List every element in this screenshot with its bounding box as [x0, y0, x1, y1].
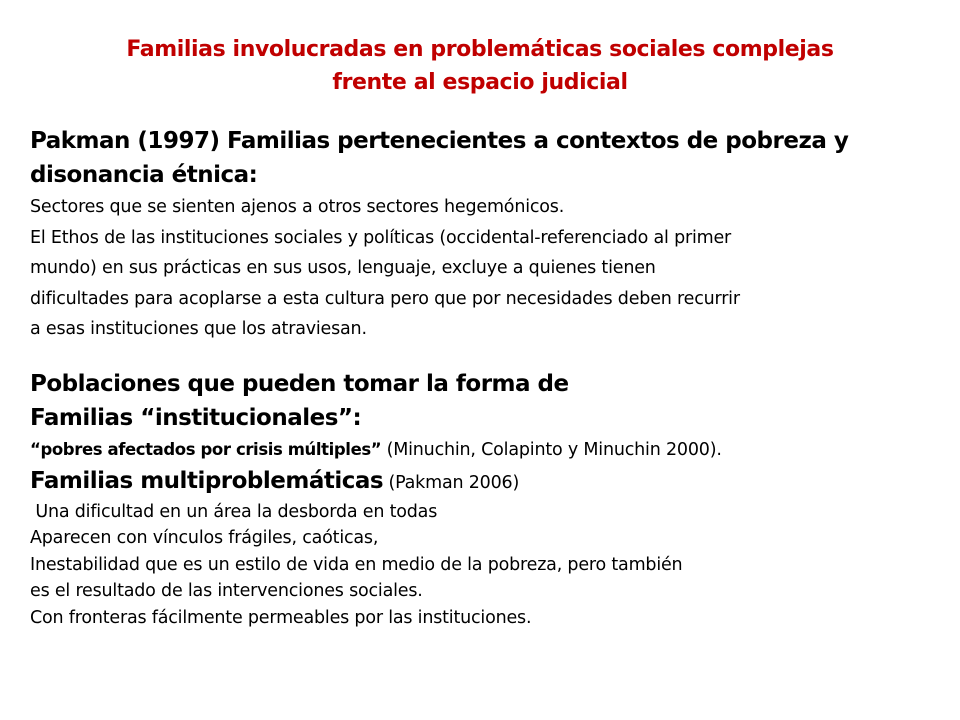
section-spacer: [30, 345, 950, 367]
slide-body: [30, 124, 950, 631]
section2-line-4: es el resultado de las intervenciones sociales.: [30, 581, 423, 601]
slide-title-line-2: frente al espacio judicial: [332, 70, 628, 95]
section2-line-1: Una dificultad en un área la desborda en todas: [30, 501, 438, 522]
section1-line-4: dificultades para acoplarse a esta cultura pero que por necesidades deben recurrir: [30, 288, 740, 309]
section1-line-3: mundo) en sus prácticas en sus usos, lenguaje, excluye a quienes tienen: [30, 258, 656, 278]
section2-subheading-bold: Familias multiproblemáticas: [30, 467, 384, 494]
section2-heading-line-2: Familias “institucionales”:: [30, 404, 362, 431]
section2-subheading-ref: (Pakman 2006): [383, 472, 520, 493]
slide-title-line-1: Familias involucradas en problemáticas sociales complejas: [126, 37, 834, 62]
section2-line-2: Aparecen con vínculos frágiles, caóticas,: [30, 528, 379, 548]
section2-heading-line-1: Poblaciones que pueden tomar la forma de: [30, 370, 569, 397]
section2-line-5: Con fronteras fácilmente permeables por las instituciones.: [30, 607, 532, 628]
section1-heading-line-2: disonancia étnica:: [30, 162, 258, 188]
slide-title: [0, 33, 960, 99]
section2-quote-bold: “pobres afectados por crisis múltiples”: [30, 439, 382, 459]
section2-quote-ref: (Minuchin, Colapinto y Minuchin 2000).: [381, 439, 722, 460]
section1-line-2: El Ethos de las instituciones sociales y políticas (occidental-referenciado al primer: [30, 227, 732, 248]
section1-line-5: a esas instituciones que los atraviesan.: [30, 319, 367, 339]
section2-quote: [30, 435, 950, 465]
section2-line-3: Inestabilidad que es un estilo de vida en medio de la pobreza, pero también: [30, 554, 683, 575]
section1-line-1: Sectores que se sienten ajenos a otros sectores hegemónicos.: [30, 197, 565, 217]
section2-subheading: [30, 465, 950, 499]
section1-heading-line-1: Pakman (1997) Familias pertenecientes a contextos de pobreza y: [30, 128, 849, 154]
